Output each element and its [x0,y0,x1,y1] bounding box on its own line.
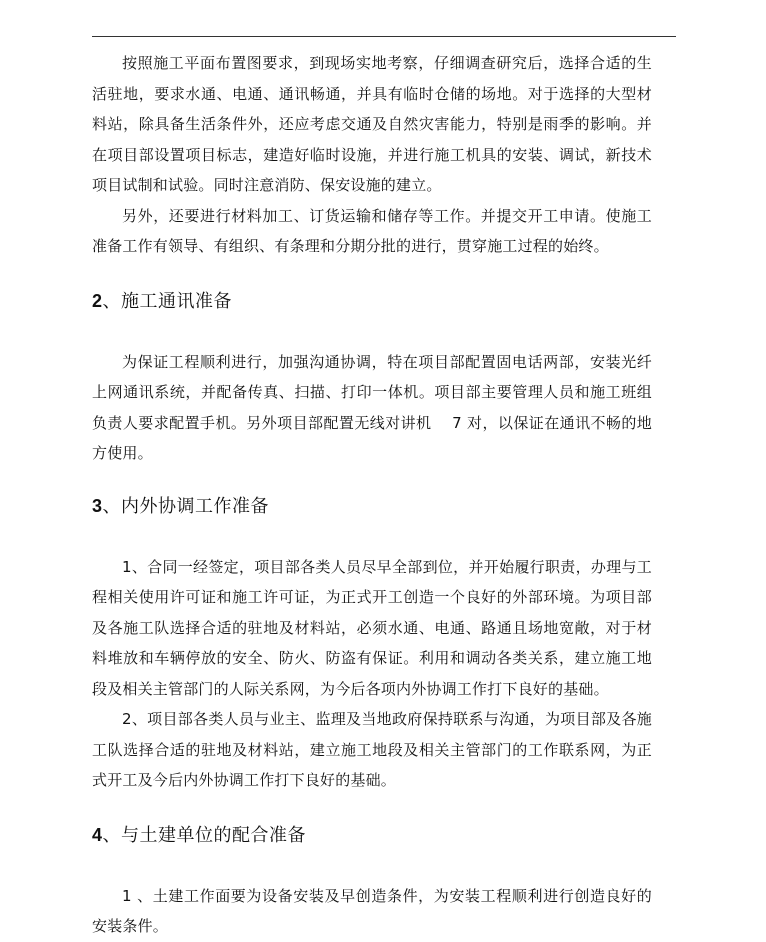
paragraph-coordination-2: 2、项目部各类人员与业主、监理及当地政府保持联系与沟通，为项目部及各施工队选择合适的驻地及材料站，建立施工地段及相关主管部门的工作联系网，为正式开工及今后内外协调工作打下良好的基础。 [92,710,652,789]
section-heading-civil-works [92,820,652,851]
section-title: 、内外协调工作准备 [102,495,270,517]
paragraph-materials: 另外，还要进行材料加工、订货运输和储存等工作。并提交开工申请。使施工准备工作有领导、有组织、有条理和分期分批的进行，贯穿施工过程的始终。 [92,206,652,255]
section-number: 3 [92,495,103,516]
paragraph-site-preparation: 按照施工平面布置图要求，到现场实地考察，仔细调查研究后，选择合适的生活驻地，要求水通、电通、通讯畅通，并具有临时仓储的场地。对于选择的大型材料站，除具备生活条件外，还应考虑交通及自然灾害能力，特别是雨季的影响。并在项目部设置项目标志，建造好临时设施，并进行施工机具的安装、调试，新技术项目试制和试验。同时注意消防、保安设施的建立。 [92,54,652,194]
paragraph-coordination-1: 1、合同一经签定，项目部各类人员尽早全部到位，并开始履行职责，办理与工程相关使用许可证和施工许可证，为正式开工创造一个良好的外部环境。为项目部及各施工队选择合适的驻地及材料站，必须水通、电通、路通且场地宽敞，对于材料堆放和车辆停放的安全、防火、防盗有保证。利用和调动各类关系，建立施工地段及相关主管部门的人际关系网，为今后各项内外协调工作打下良好的基础。 [92,557,652,698]
section-number: 4 [92,824,103,845]
document-body [92,48,652,942]
header-rule [92,36,676,37]
section-number: 2 [92,290,103,311]
section-title: 、与土建单位的配合准备 [102,824,307,846]
section-heading-communication [92,286,652,317]
section-heading-coordination [92,491,652,522]
section-title: 、施工通讯准备 [102,290,233,312]
paragraph-communication: 为保证工程顺利进行，加强沟通协调，特在项目部配置固电话两部，安装光纤上网通讯系统，并配备传真、扫描、打印一体机。项目部主要管理人员和施工班组负责人要求配置手机。另外项目部配置无线对讲机 7 对，以保证在通讯不畅的地方使用。 [92,352,652,462]
paragraph-civil-works: 1 、土建工作面要为设备安装及早创造条件，为安装工程顺利进行创造良好的安装条件。 [92,886,652,935]
